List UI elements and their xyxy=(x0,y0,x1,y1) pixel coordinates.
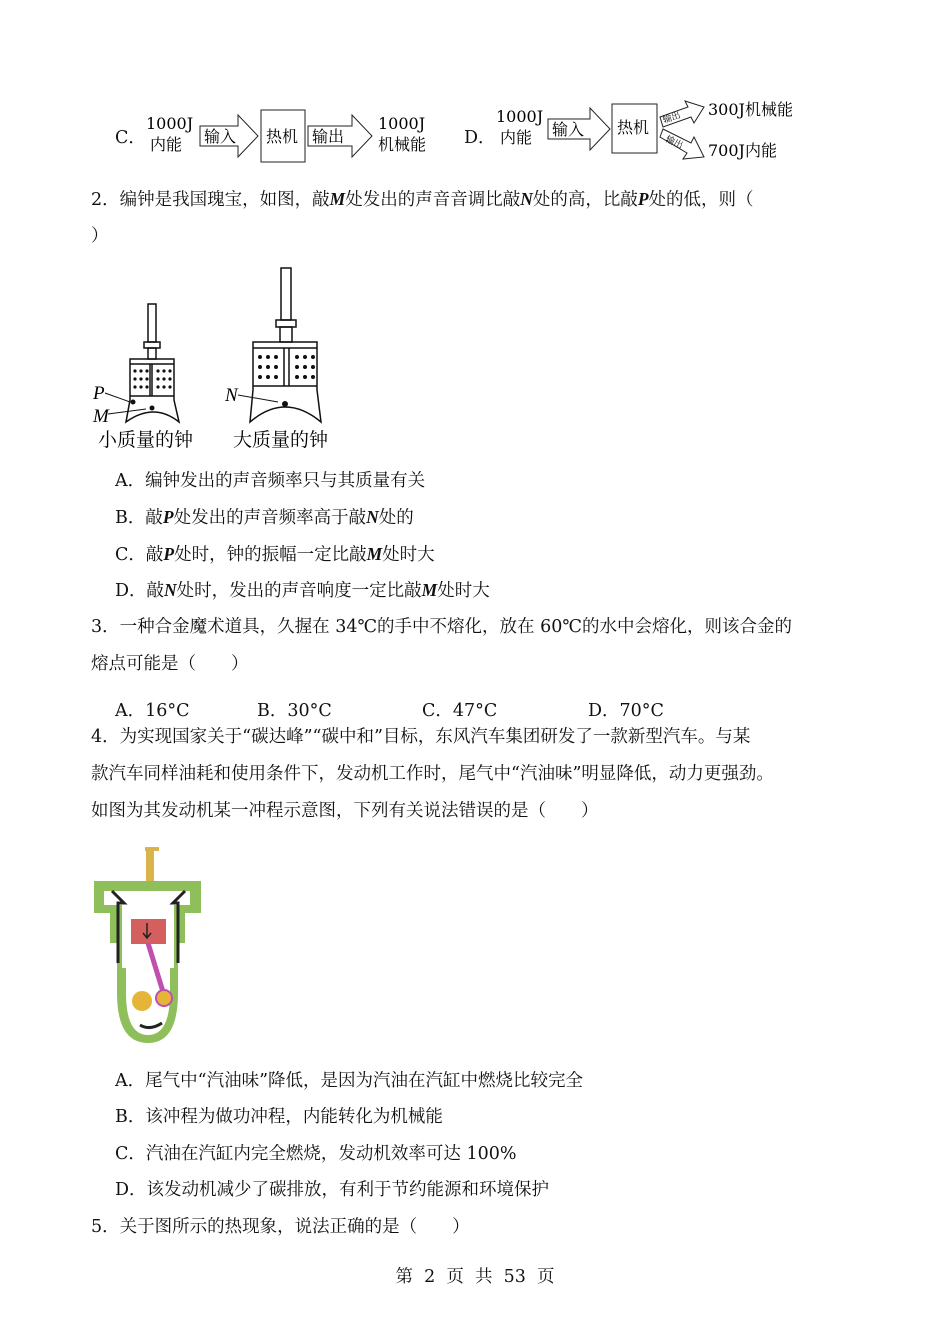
q4-option-d[interactable]: D．该发动机减少了碳排放，有利于节约能源和环境保护 xyxy=(115,1180,550,1200)
c-input-type: 内能 xyxy=(150,135,183,154)
c-input-arrow-label: 输入 xyxy=(204,127,237,146)
q3-stem: 3．一种合金魔术道具，久握在 34℃的手中不熔化，放在 60℃的水中会熔化，则该合金的 xyxy=(91,617,792,637)
bells-figure xyxy=(88,262,348,457)
label-m: M xyxy=(93,406,109,427)
spark-plug-icon xyxy=(145,847,159,851)
q1-option-d-label: D． xyxy=(464,128,496,148)
piston xyxy=(131,919,166,944)
q1-option-c-label: C． xyxy=(115,128,146,148)
q3-option-c[interactable]: C．47°C xyxy=(422,701,498,721)
small-bell-dots xyxy=(131,369,172,410)
c-output-amount: 1000J xyxy=(378,114,426,133)
small-bell-label: 小质量的钟 xyxy=(98,429,194,451)
q4-stem-line3: 如图为其发动机某一冲程示意图，下列有关说法错误的是（ ） xyxy=(91,801,599,821)
q1-option-d-diagram xyxy=(490,95,810,167)
q3-option-a[interactable]: A．16°C xyxy=(115,701,190,721)
q3-option-d[interactable]: D．70°C xyxy=(588,701,664,721)
q4-stem-line2: 款汽车同样油耗和使用条件下，发动机工作时，尾气中“汽油味”明显降低，动力更强劲。 xyxy=(91,764,774,784)
q4-stem: 4．为实现国家关于“碳达峰”“碳中和”目标，东风汽车集团研发了一款新型汽车。与某 xyxy=(91,727,751,747)
q3-option-b[interactable]: B．30°C xyxy=(257,701,332,721)
q1-option-c-diagram xyxy=(140,105,440,165)
q2-option-c[interactable]: C．敲P处时，钟的振幅一定比敲M处时大 xyxy=(115,544,435,565)
q5-stem: 5．关于图所示的热现象，说法正确的是（ ） xyxy=(91,1217,470,1237)
q3-stem-line2: 熔点可能是（ ） xyxy=(91,654,249,674)
d-output-2: 700J内能 xyxy=(708,141,777,160)
d-machine-label: 热机 xyxy=(617,118,650,137)
d-input-type: 内能 xyxy=(500,128,533,147)
label-n: N xyxy=(225,385,238,406)
d-output-1: 300J机械能 xyxy=(708,100,793,119)
p-pointer xyxy=(105,393,130,402)
n-pointer xyxy=(238,395,278,402)
c-input-amount: 1000J xyxy=(146,114,194,133)
d-output-arrow-2-label: 输出 xyxy=(663,134,685,152)
page-footer: 第 2 页 共 53 页 xyxy=(395,1267,555,1287)
c-output-type: 机械能 xyxy=(378,135,427,154)
q2-stem: 2．编钟是我国瑰宝，如图，敲M处发出的声音音调比敲N处的高，比敲P处的低，则（ xyxy=(91,189,754,210)
d-input-arrow-label: 输入 xyxy=(552,120,585,139)
crankshaft xyxy=(132,991,152,1011)
engine-stroke-figure xyxy=(90,843,205,1048)
q2-option-b[interactable]: B．敲P处发出的声音频率高于敲N处的 xyxy=(115,507,414,528)
q4-option-c[interactable]: C．汽油在汽缸内完全燃烧，发动机效率可达 100% xyxy=(115,1144,517,1164)
c-machine-label: 热机 xyxy=(266,127,299,146)
q2-stem-close: ） xyxy=(91,226,109,246)
q4-option-a[interactable]: A．尾气中“汽油味”降低，是因为汽油在汽缸中燃烧比较完全 xyxy=(115,1071,584,1091)
d-input-amount: 1000J xyxy=(496,107,544,126)
q2-option-a[interactable]: A．编钟发出的声音频率只与其质量有关 xyxy=(115,471,426,491)
large-bell-label: 大质量的钟 xyxy=(233,429,329,451)
c-output-arrow-label: 输出 xyxy=(312,127,345,146)
label-p: P xyxy=(93,383,105,404)
large-bell-dots xyxy=(258,355,315,407)
q2-option-d[interactable]: D．敲N处时，发出的声音响度一定比敲M处时大 xyxy=(115,580,490,601)
q4-option-b[interactable]: B．该冲程为做功冲程，内能转化为机械能 xyxy=(115,1107,443,1127)
d-output-arrow-1-label: 输出 xyxy=(661,110,683,126)
